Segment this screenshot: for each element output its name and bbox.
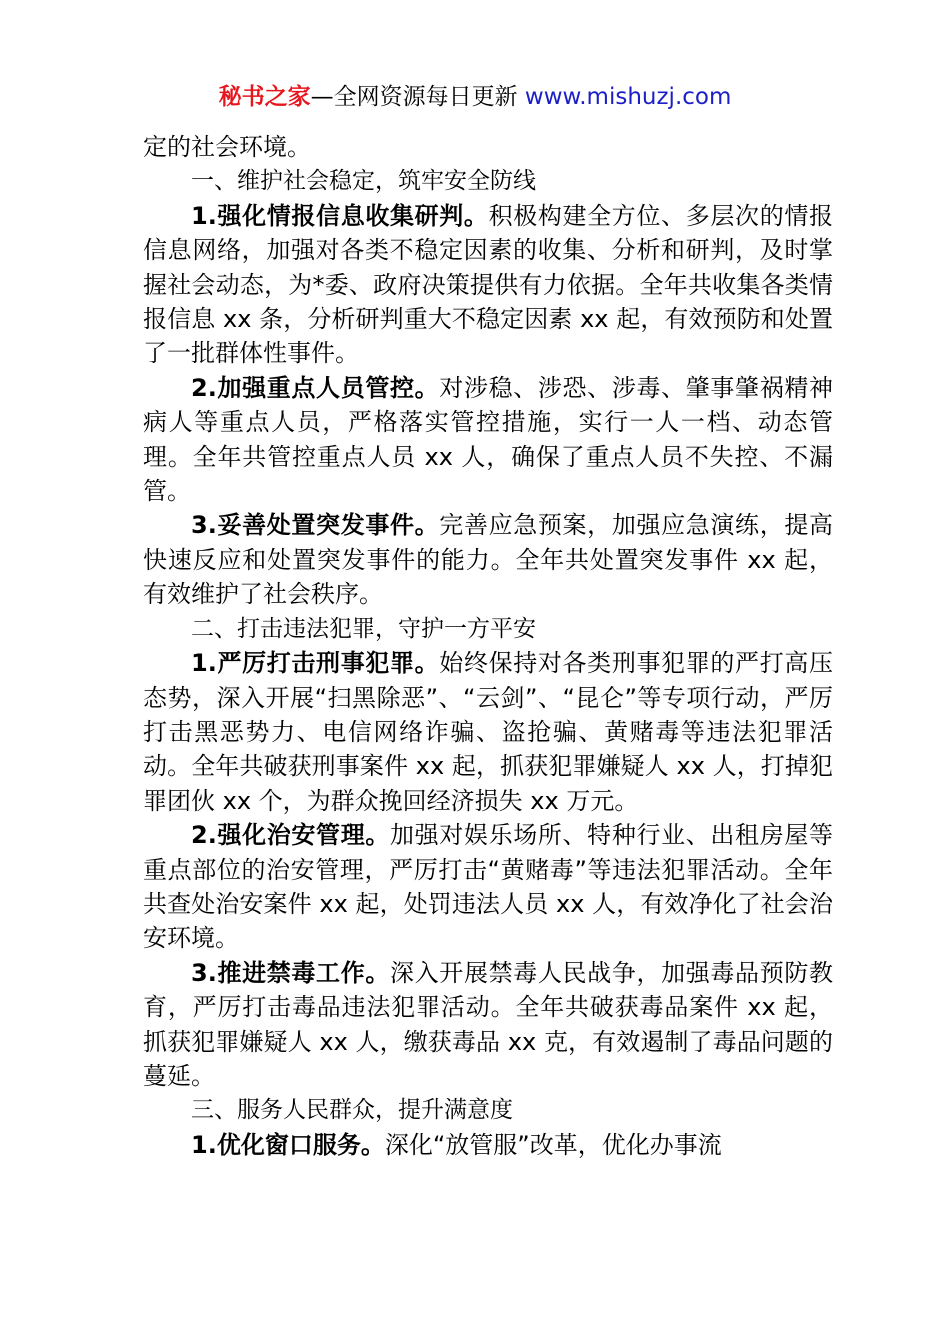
item-lead: 2.强化治安管理。 (191, 821, 390, 850)
item-text: 对涉稳、涉恐、涉毒、肇事肇祸精神病人等重点人员，严格落实管控措施，实行一人一档、动态管理。全年共管控重点人员 xx 人，确保了重点人员不失控、不漏管。 (143, 373, 833, 506)
section-heading-1: 一、维护社会稳定，筑牢安全防线 (191, 168, 536, 195)
document-body (143, 130, 833, 1162)
item-paragraph (143, 199, 833, 371)
page-header (0, 80, 950, 114)
item-paragraph (143, 646, 833, 818)
item-lead: 1.严厉打击刑事犯罪。 (191, 649, 440, 678)
item-text: 始终保持对各类刑事犯罪的严打高压态势，深入开展“扫黑除恶”、“云剑”、“昆仑”等专项行动，严厉打击黑恶势力、电信网络诈骗、盗抢骗、黄赌毒等违法犯罪活动。全年共破获刑事案件 xx 起，抓获犯罪嫌疑人 xx 人，打掉犯罪团伙 xx 个，为群众挽回经济损失 xx 万元。 (143, 649, 833, 815)
item-paragraph (143, 1128, 833, 1162)
item-paragraph (143, 818, 833, 956)
section-heading-2: 二、打击违法犯罪，守护一方平安 (191, 615, 536, 642)
item-lead: 1.强化情报信息收集研判。 (191, 201, 489, 230)
item-lead: 3.推进禁毒工作。 (191, 958, 390, 987)
item-lead: 3.妥善处置突发事件。 (191, 511, 440, 540)
paragraph-continuation: 定的社会环境。 (143, 133, 311, 161)
item-text: 积极构建全方位、多层次的情报信息网络，加强对各类不稳定因素的收集、分析和研判，及时掌握社会动态，为*委、政府决策提供有力依据。全年共收集各类情报信息 xx 条，分析研判重大不稳定因素 xx 起，有效预防和处置了一批群体性事件。 (143, 201, 833, 368)
brand-name: 秘书之家 (218, 84, 311, 110)
item-text: 深化“放管服”改革，优化办事流 (384, 1130, 722, 1159)
item-lead: 1.优化窗口服务。 (191, 1130, 385, 1159)
item-paragraph (143, 371, 833, 509)
item-paragraph (143, 508, 833, 611)
header-tagline: —全网资源每日更新 (310, 84, 518, 110)
item-lead: 2.加强重点人员管控。 (191, 373, 440, 402)
section-heading-3: 三、服务人民群众，提升满意度 (191, 1097, 513, 1124)
item-text: 深入开展禁毒人民战争，加强毒品预防教育，严厉打击毒品违法犯罪活动。全年共破获毒品案件 xx 起，抓获犯罪嫌疑人 xx 人，缴获毒品 xx 克，有效遏制了毒品问题的蔓延。 (143, 958, 833, 1090)
item-text: 完善应急预案，加强应急演练，提高快速反应和处置突发事件的能力。全年共处置突发事件 xx 起，有效维护了社会秩序。 (143, 511, 833, 609)
website-link[interactable]: www.mishuzj.com (524, 84, 732, 110)
item-paragraph (143, 956, 833, 1094)
item-text: 加强对娱乐场所、特种行业、出租房屋等重点部位的治安管理，严厉打击“黄赌毒”等违法犯罪活动。全年共查处治安案件 xx 起，处罚违法人员 xx 人，有效净化了社会治安环境。 (143, 821, 833, 953)
